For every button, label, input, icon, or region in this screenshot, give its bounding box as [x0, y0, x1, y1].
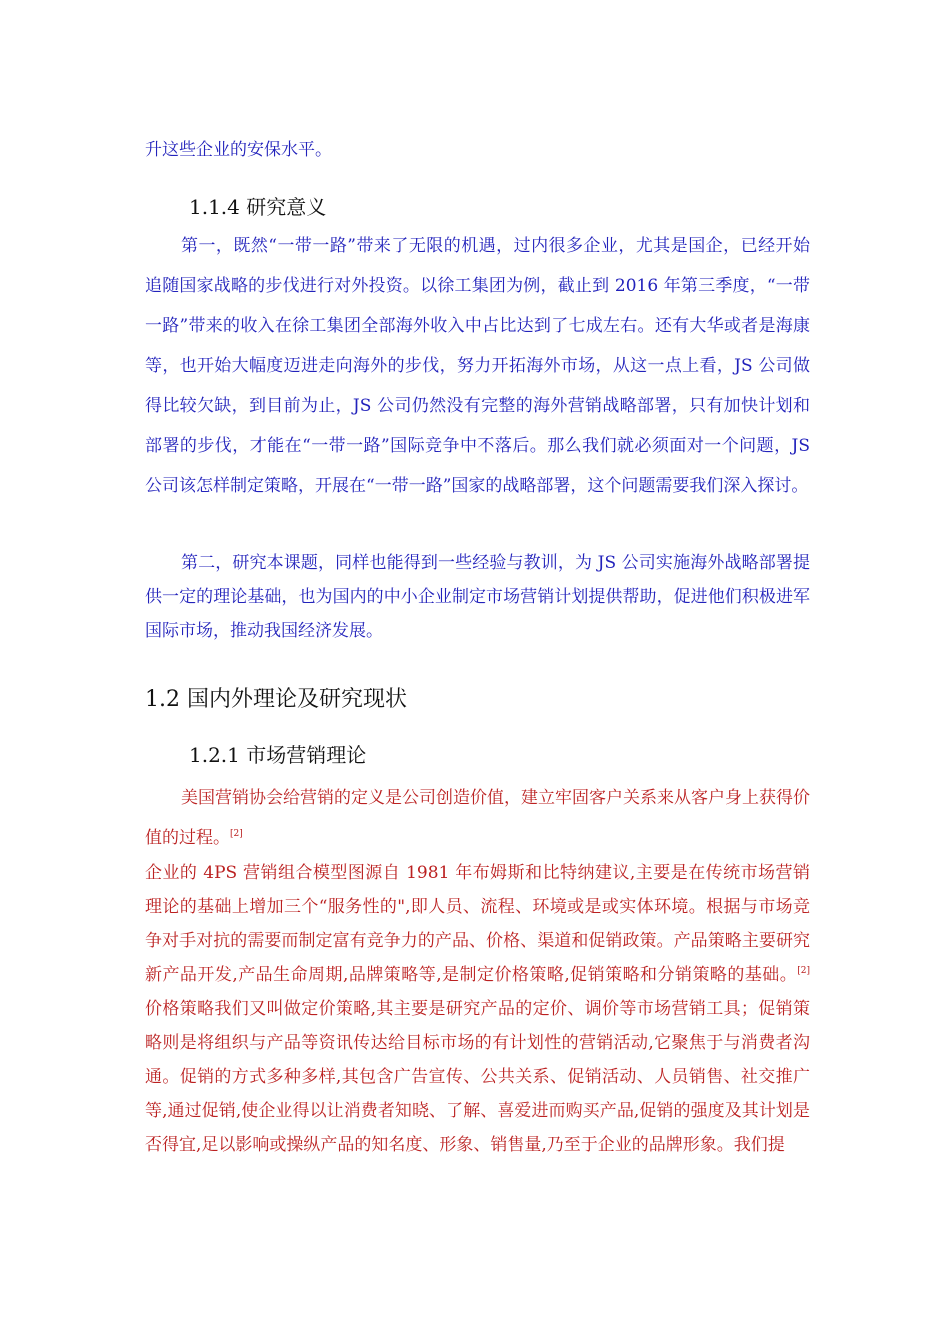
text-part-a: 企业的 4PS 营销组合模型图源自 1981 年布姆斯和比特纳建议,主要是在传统市场营销理论的基础上增加三个“服务性的",即人员、流程、环境或是或实体环境。根据与市场竞争对手对抗的需要而制定富有竞争力的产品、价格、渠道和促销政策。产品策略主要研究新产品开发,产品生命周期,品牌策略等,是制定价格策略,促销策略和分销策略的基础。 — [145, 863, 810, 985]
text-part-b: 价格策略我们又叫做定价策略,其主要是研究产品的定价、调价等市场营销工具；促销策略则是将组织与产品等资讯传达给目标市场的有计划性的营销活动,它聚焦于与消费者沟通。促销的方式多种多样,其包含广告宣传、公共关系、促销活动、人员销售、社交推广等,通过促销,使企业得以让消费者知晓、了解、喜爱进而购买产品,促销的强度及其计划是否得宜,足以影响或操纵产品的知名度、形象、销售量,乃至于企业的品牌形象。我们提 — [145, 999, 810, 1155]
marketing-definition-paragraph — [145, 778, 810, 858]
paragraph-text: 第一，既然“一带一路”带来了无限的机遇，过内很多企业，尤其是国企，已经开始追随国家战略的步伐进行对外投资。以徐工集团为例，截止到 2016 年第三季度，“一带一路”带来的收入在徐工集团全部海外收入中占比达到了七成左右。还有大华或者是海康等，也开始大幅度迈进走向海外的步伐，努力开拓海外市场，从这一点上看，JS 公司做得比较欠缺，到目前为止，JS 公司仍然没有完整的海外营销战略部署，只有加快计划和部署的步伐，才能在“一带一路”国际竞争中不落后。那么我们就必须面对一个问题，JS 公司该怎样制定策略，开展在“一带一路”国家的战略部署，这个问题需要我们深入探讨。 — [145, 236, 810, 496]
heading-1-2: 1.2 国内外理论及研究现状 — [145, 687, 407, 712]
significance-paragraph-1 — [145, 226, 810, 506]
paragraph-text — [145, 856, 810, 1162]
heading-1-1-4: 1.1.4 研究意义 — [189, 195, 327, 219]
paragraph-text — [145, 778, 810, 858]
paragraph-text: 第二，研究本课题，同样也能得到一些经验与教训，为 JS 公司实施海外战略部署提供一定的理论基础，也为国内的中小企业制定市场营销计划提供帮助，促进他们积极进军国际市场，推动我国经济发展。 — [145, 553, 810, 641]
carryover-paragraph — [145, 130, 810, 170]
definition-text: 美国营销协会给营销的定义是公司创造价值，建立牢固客户关系来从客户身上获得价值的过程。 — [145, 788, 810, 848]
carryover-text: 升这些企业的安保水平。 — [145, 140, 332, 160]
citation-ref: [2] — [230, 829, 243, 839]
significance-paragraph-2 — [145, 546, 810, 648]
4ps-paragraph — [145, 856, 810, 1162]
heading-1-2-1: 1.2.1 市场营销理论 — [189, 743, 367, 767]
citation-ref: [2] — [797, 966, 810, 976]
